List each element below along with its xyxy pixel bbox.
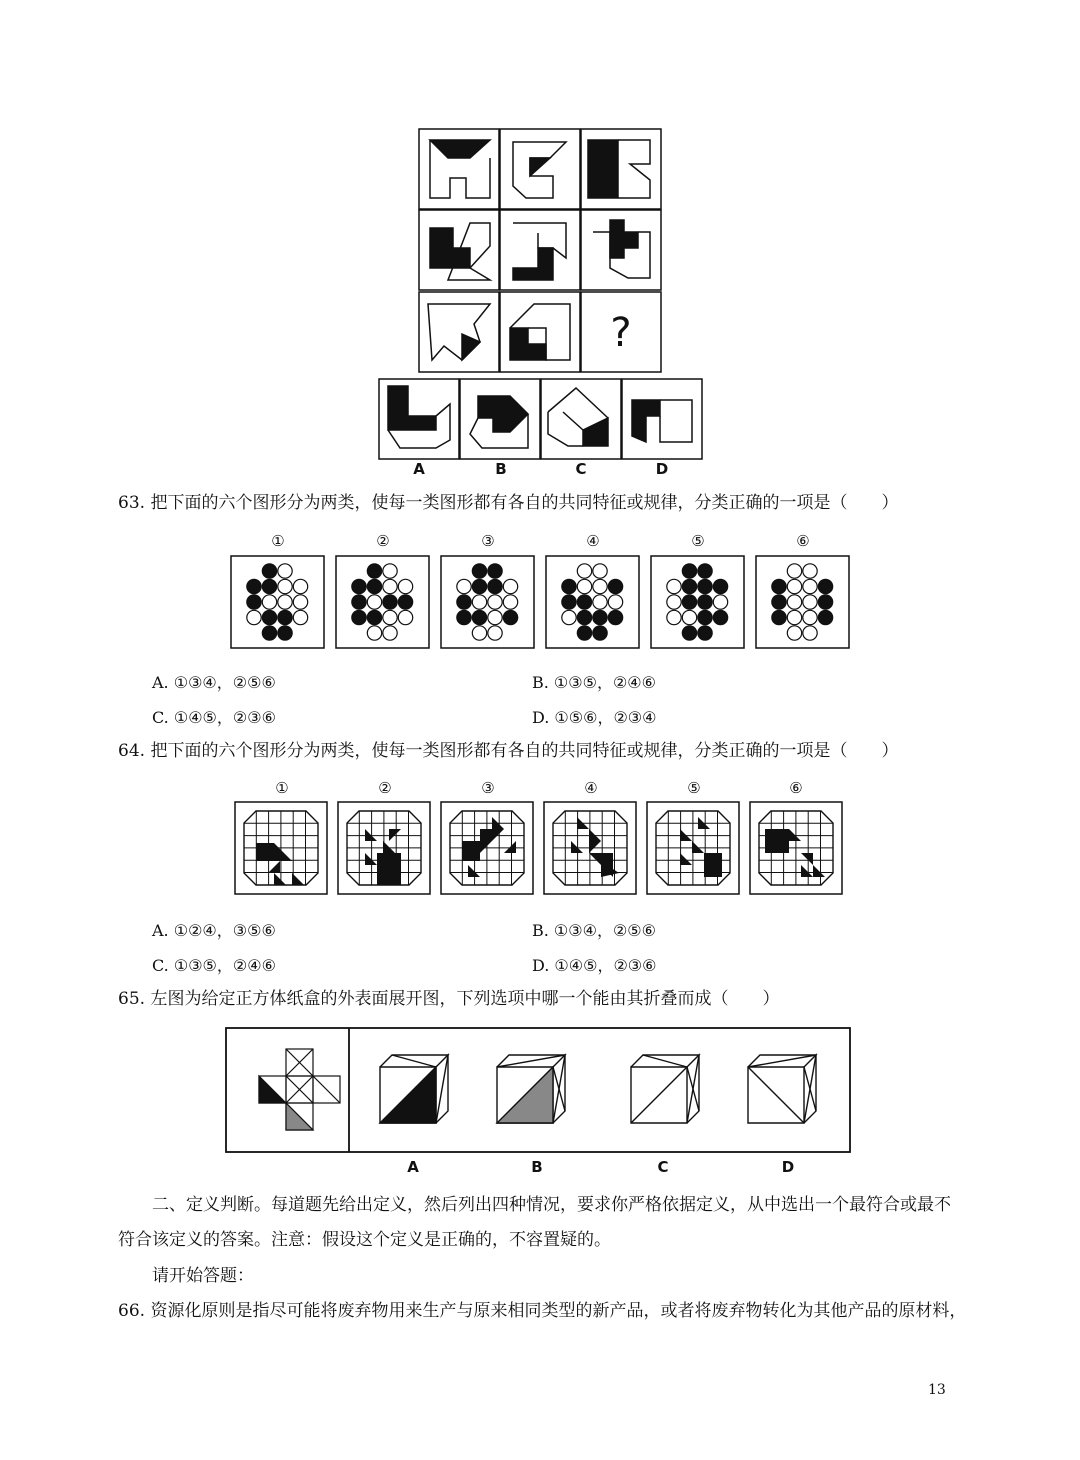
q65-option-label-c: C — [657, 1158, 669, 1176]
q63-circle — [577, 610, 591, 624]
q63-circle — [682, 595, 696, 609]
q63-circle — [818, 579, 832, 593]
q63-circle — [803, 579, 817, 593]
q64-option-c[interactable]: C. ①③⑤，②④⑥ — [152, 956, 276, 975]
section2-instructions-line2: 符合该定义的答案。注意：假设这个定义是正确的，不容置疑的。 — [118, 1230, 611, 1250]
q63-circle — [293, 595, 307, 609]
q63-circle — [803, 610, 817, 624]
q65-option-label-b: B — [531, 1158, 543, 1176]
q63-circle — [262, 579, 276, 593]
q63-circle — [608, 595, 622, 609]
q63-circle — [787, 564, 801, 578]
q63-circle — [503, 610, 517, 624]
q64-num-5: ⑤ — [687, 779, 701, 797]
q63-circle — [367, 564, 381, 578]
q63-circle — [352, 610, 366, 624]
q63-circle — [278, 626, 292, 640]
q63-circle — [787, 579, 801, 593]
q63-circle — [698, 595, 712, 609]
q63-circle — [803, 626, 817, 640]
q63-circle — [818, 595, 832, 609]
matrix-figure — [418, 128, 662, 374]
q65-prompt: 65. 左图为给定正方体纸盒的外表面展开图，下列选项中哪一个能由其折叠而成（ ） — [118, 989, 780, 1009]
q63-circle — [352, 579, 366, 593]
q63-circle — [488, 610, 502, 624]
q63-circle — [667, 579, 681, 593]
q63-circle — [488, 564, 502, 578]
q63-circle — [367, 610, 381, 624]
q63-num-2: ② — [376, 532, 390, 550]
q63-circle — [772, 579, 786, 593]
q63-circle — [682, 626, 696, 640]
q63-circle — [383, 579, 397, 593]
q63-num-4: ④ — [586, 532, 600, 550]
matrix-option-label-d: D — [655, 460, 669, 478]
q64-num-6: ⑥ — [789, 779, 803, 797]
q63-num-5: ⑤ — [691, 532, 705, 550]
q64-num-1: ① — [275, 779, 289, 797]
q63-circle — [457, 595, 471, 609]
q63-circle — [367, 595, 381, 609]
q63-circle — [593, 626, 607, 640]
q64-option-b[interactable]: B. ①③④，②⑤⑥ — [532, 921, 656, 940]
q63-prompt: 63. 把下面的六个图形分为两类，使每一类图形都有各自的共同特征或规律，分类正确的一项是（ ） — [118, 493, 899, 513]
page-number: 13 — [928, 1382, 946, 1398]
q64-num-4: ④ — [584, 779, 598, 797]
q64-figure — [338, 802, 430, 894]
q63-circle — [367, 626, 381, 640]
q64-figure — [441, 802, 533, 894]
q63-circle — [503, 579, 517, 593]
q63-circle — [293, 579, 307, 593]
q63-circle — [713, 595, 727, 609]
q63-circle — [472, 610, 486, 624]
q63-circle — [457, 610, 471, 624]
q64-num-3: ③ — [481, 779, 495, 797]
q63-circle — [488, 626, 502, 640]
q63-circle — [278, 564, 292, 578]
q63-circle — [608, 579, 622, 593]
matrix-options — [378, 378, 704, 460]
q63-num-1: ① — [271, 532, 285, 550]
q63-circle — [593, 610, 607, 624]
q63-option-c[interactable]: C. ①④⑤，②③⑥ — [152, 708, 276, 727]
q63-circle — [398, 610, 412, 624]
q63-circle — [247, 579, 261, 593]
q64-option-a[interactable]: A. ①②④，③⑤⑥ — [152, 921, 276, 940]
q63-circle — [488, 595, 502, 609]
q63-circle — [818, 610, 832, 624]
q64-figure — [544, 802, 636, 894]
q63-circle — [503, 595, 517, 609]
q63-circle — [682, 610, 696, 624]
q66-prompt: 66. 资源化原则是指尽可能将废弃物用来生产与原来相同类型的新产品，或者将废弃物转化为其他产品的原材料， — [118, 1301, 967, 1321]
section2-instructions-line1: 二、定义判断。每道题先给出定义，然后列出四种情况，要求你严格依据定义，从中选出一个最符合或最不 — [152, 1195, 951, 1215]
q64-option-d[interactable]: D. ①④⑤，②③⑥ — [532, 956, 657, 975]
q63-circle — [772, 595, 786, 609]
q63-circle — [352, 595, 366, 609]
q63-circle — [787, 626, 801, 640]
q63-circle — [682, 564, 696, 578]
q63-circle — [803, 564, 817, 578]
q63-circle — [577, 579, 591, 593]
q63-circle — [262, 610, 276, 624]
q63-circle — [608, 610, 622, 624]
q63-circle — [787, 610, 801, 624]
q63-circle — [593, 579, 607, 593]
q64-num-2: ② — [378, 779, 392, 797]
q63-num-3: ③ — [481, 532, 495, 550]
q63-circle — [472, 579, 486, 593]
q63-circle — [472, 564, 486, 578]
q63-circle — [698, 610, 712, 624]
q63-circle — [472, 595, 486, 609]
q63-circle — [803, 595, 817, 609]
q63-option-b[interactable]: B. ①③⑤，②④⑥ — [532, 673, 656, 692]
q63-circle — [278, 579, 292, 593]
q63-circle — [488, 579, 502, 593]
q63-circle — [247, 595, 261, 609]
q63-circle — [787, 595, 801, 609]
q65-option-label-a: A — [407, 1158, 419, 1176]
q63-circle — [577, 595, 591, 609]
q63-circle — [667, 595, 681, 609]
q63-circle — [293, 610, 307, 624]
q63-circle — [562, 610, 576, 624]
q63-circle — [457, 579, 471, 593]
q63-circle — [383, 564, 397, 578]
q63-circle — [383, 626, 397, 640]
q63-circle — [562, 579, 576, 593]
q63-option-a[interactable]: A. ①③④，②⑤⑥ — [152, 673, 276, 692]
q63-circle — [577, 564, 591, 578]
q63-circle — [383, 595, 397, 609]
q63-circle — [577, 626, 591, 640]
q63-circle — [247, 610, 261, 624]
q65-figure — [225, 1027, 853, 1155]
q63-circle — [593, 564, 607, 578]
q63-circle — [682, 579, 696, 593]
q63-circle — [262, 564, 276, 578]
q64-figures — [234, 801, 844, 895]
matrix-option-label-c: C — [575, 460, 587, 478]
q63-circle — [262, 595, 276, 609]
q63-circle — [698, 626, 712, 640]
q63-circle — [593, 595, 607, 609]
q65-option-label-d: D — [781, 1158, 795, 1176]
q63-circle — [562, 595, 576, 609]
matrix-option-label-a: A — [413, 460, 425, 478]
q63-figures — [230, 555, 855, 650]
q63-circle — [278, 610, 292, 624]
q63-circle — [698, 579, 712, 593]
q63-num-6: ⑥ — [796, 532, 810, 550]
q64-figure — [750, 802, 842, 894]
q64-figure — [235, 802, 327, 894]
q63-circle — [772, 610, 786, 624]
missing-figure-mark: ? — [610, 310, 632, 356]
q63-circle — [698, 564, 712, 578]
q63-circle — [472, 626, 486, 640]
q64-figure — [647, 802, 739, 894]
q64-prompt: 64. 把下面的六个图形分为两类，使每一类图形都有各自的共同特征或规律，分类正确的一项是（ ） — [118, 741, 899, 761]
q63-option-d[interactable]: D. ①⑤⑥，②③④ — [532, 708, 657, 727]
section2-start: 请开始答题： — [152, 1266, 254, 1286]
q63-circle — [278, 595, 292, 609]
q63-circle — [713, 610, 727, 624]
q63-circle — [367, 579, 381, 593]
matrix-option-label-b: B — [495, 460, 507, 478]
q63-circle — [398, 579, 412, 593]
q63-circle — [398, 595, 412, 609]
q63-circle — [713, 579, 727, 593]
q63-circle — [667, 610, 681, 624]
q63-circle — [383, 610, 397, 624]
q63-circle — [262, 626, 276, 640]
